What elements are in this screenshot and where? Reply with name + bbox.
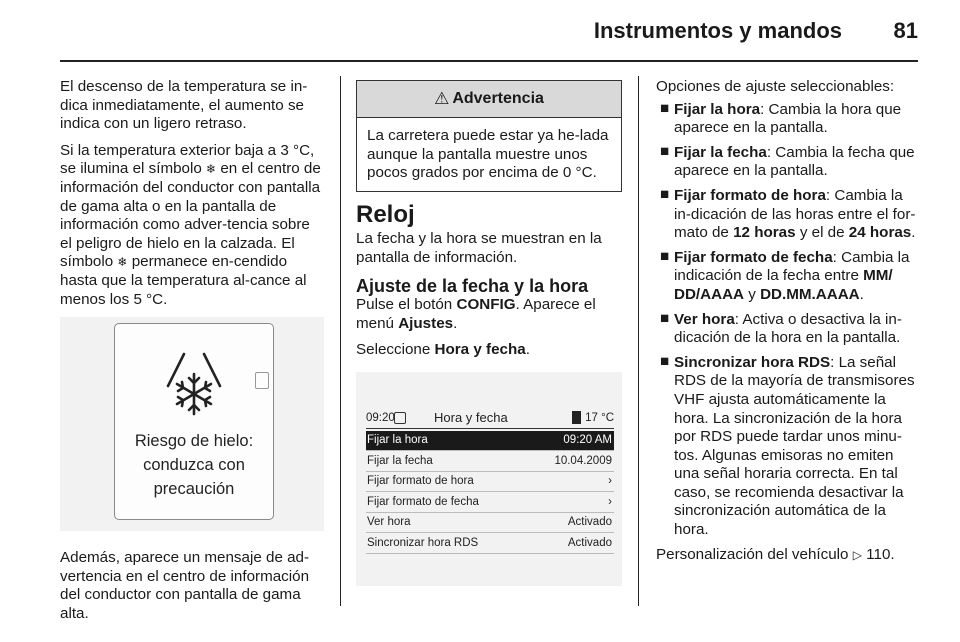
ice-warning-line: Riesgo de hielo: [134,432,254,451]
settings-menu [366,408,614,554]
header-rule [60,60,918,62]
option-text: y el de [795,224,849,242]
warning-box [356,80,622,192]
section-title: Instrumentos y mandos [593,18,842,43]
document-icon [255,372,269,389]
bullet-icon: ■ [660,309,670,327]
menu-item-value: 09:20 AM [563,434,612,447]
menu-item-label: Fijar formato de hora [367,475,474,488]
warning-header [357,81,621,118]
option-term: Sincronizar hora RDS [674,353,831,371]
list-item [656,144,920,181]
column-middle [356,78,622,586]
ice-warning-line: conduzca con [143,456,245,475]
list-item [656,101,920,138]
menu-item-ver-hora[interactable] [366,513,614,534]
snowflake-icon: ❄ [117,255,128,270]
menu-title-bar [366,408,614,429]
column-right [656,78,920,572]
chevron-right-icon: › [608,495,612,508]
list-item [656,249,920,305]
temperature-value: 17 °C [585,411,614,424]
text: Si la temperatura exterior baja a 3 °C, se ilumina el símbolo [60,141,315,178]
paragraph [356,341,622,360]
option-text: . [859,285,864,303]
paragraph [656,546,920,565]
bullet-icon: ■ [660,247,670,265]
menu-item-fijar-formato-de-fecha[interactable] [366,492,614,513]
menu-item-fijar-la-fecha[interactable] [366,451,614,472]
chevron-right-icon: › [608,475,612,488]
menu-item-label: Sincronizar hora RDS [367,536,479,549]
option-text: : Cambia la fecha que aparece en la pantalla. [674,143,915,180]
column-left [60,78,324,632]
bullet-icon: ■ [660,352,670,370]
ice-warning-text [115,429,273,501]
outside-temperature [572,409,614,428]
text: Seleccione [356,341,435,359]
bullet-icon: ■ [660,99,670,117]
bullet-icon: ■ [660,185,670,203]
text: en el centro de información del conductor con pantalla de gama alta o en la pantalla de información como adver-tencia sobre el peligro de hielo en la calzada. El símbolo [60,160,321,271]
option-text: . [911,224,916,242]
paragraph: Opciones de ajuste seleccionables: [656,78,895,95]
page-reference[interactable]: 110. [861,545,895,563]
column-divider [638,76,639,606]
paragraph: La fecha y la hora se muestran en la pantalla de información. [356,230,602,266]
text: . Aparece el menú [356,296,596,332]
option-term: Fijar formato de hora [674,186,826,204]
warning-body: La carretera puede estar ya he-lada aunque la pantalla muestre unos pocos grados por encima de 0 °C. [367,127,609,182]
option-term: Fijar formato de fecha [674,248,833,266]
menu-title: Hora y fecha [434,409,508,425]
option-value: DD.MM.AAAA [760,285,860,303]
option-value: 12 horas [733,224,796,242]
road-ice-warning-icon [164,352,224,422]
option-text: : Activa o desactiva la in-dicación de la hora en la pantalla. [674,310,902,347]
menu-item-label: Fijar formato de fecha [367,495,479,508]
section-heading: Reloj [356,200,415,228]
menu-name: Ajustes [398,314,454,332]
clock-icon [394,412,406,424]
option-term: Ver hora [674,310,735,328]
option-text: : Cambia la indicación de la fecha entre [674,248,910,285]
menu-item-sincronizar-hora-rds[interactable] [366,533,614,554]
page-number: 81 [893,18,918,43]
list-item [656,354,920,540]
list-item [656,311,920,348]
menu-item-label: Ver hora [367,516,411,529]
menu-item-label: Fijar la fecha [367,454,433,467]
option-value: MM/ DD/AAAA [674,267,893,303]
thermometer-icon [572,411,581,424]
page-header [0,0,960,62]
option-text: : Cambia la in-dicación de las horas entre el for-mato de [674,186,916,242]
menu-item-value: 10.04.2009 [554,454,612,467]
option-term: Fijar la hora [674,100,761,118]
ice-warning-line: precaución [153,480,235,499]
text: permanece en-cendido hasta que la temperatura al-cance al menos los 5 °C. [60,253,307,308]
paragraph [60,142,324,309]
menu-name: Hora y fecha [434,341,526,359]
option-value: 24 horas [848,224,912,242]
paragraph: Además, aparece un mensaje de ad-vertencia en el centro de información del conductor con pantalla de gama alta. [60,549,310,622]
warning-title: Advertencia [452,89,544,107]
page-reference-icon[interactable]: ▷ [852,547,862,562]
column-divider [340,76,341,606]
text: . [453,314,458,332]
bullet-icon: ■ [660,142,670,160]
list-item [656,187,920,243]
options-list [656,101,920,540]
button-name: CONFIG [456,296,516,314]
text: Pulse el botón [356,296,457,314]
display-screenshot [356,372,622,586]
text: Personalización del vehículo [656,545,853,563]
option-text: : Cambia la hora que aparece en la pantalla. [674,100,902,137]
menu-item-label: Fijar la hora [367,434,428,447]
menu-item-fijar-la-hora[interactable] [366,431,614,452]
text: . [525,341,530,359]
menu-item-value: Activado [567,536,612,549]
menu-item-value: Activado [567,516,612,529]
subsection-heading: Ajuste de la fecha y la hora [356,275,589,296]
clock-time: 09:20 [366,411,395,424]
option-text: y [744,285,761,303]
ice-warning-card [114,323,274,520]
option-text: : La señal RDS de la mayoría de transmisores VHF ajusta automáticamente la hora. La sincronización de la hora por RDS puede tardar unos minu-tos. Algunas emisoras no emiten una señal horaria correcta. En tal caso, se recomienda desactivar la sincronización automática de la hora. [674,353,915,539]
warning-triangle-icon: ⚠ [434,88,450,108]
ice-warning-illustration [60,317,324,531]
snowflake-icon: ❄ [206,162,217,177]
paragraph: El descenso de la temperatura se in-dica inmediatamente, el aumento se indica con un ligero retraso. [60,78,308,133]
option-term: Fijar la fecha [674,143,767,161]
paragraph [356,296,622,333]
menu-item-fijar-formato-de-hora[interactable] [366,472,614,493]
